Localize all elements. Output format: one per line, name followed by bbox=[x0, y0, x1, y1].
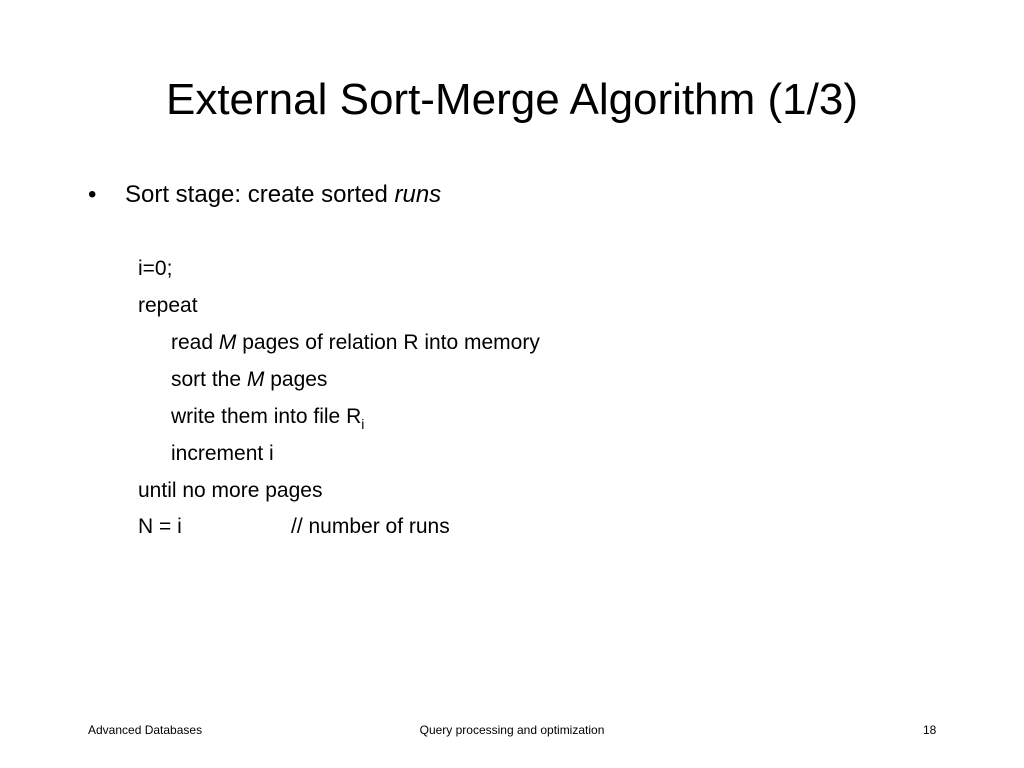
code-line-5-text: write them into file R bbox=[171, 405, 362, 428]
slide-title: External Sort-Merge Algorithm (1/3) bbox=[165, 75, 859, 124]
code-line-3 bbox=[171, 329, 540, 357]
code-line-3-var: M bbox=[218, 331, 237, 354]
code-line-4 bbox=[171, 366, 327, 394]
code-line-3-pre: read bbox=[171, 331, 219, 354]
code-line-4-var: M bbox=[246, 368, 265, 391]
code-line-3-post: pages of relation R into memory bbox=[236, 331, 540, 354]
bullet-item bbox=[88, 179, 441, 211]
bullet-marker: • bbox=[88, 181, 97, 208]
code-line-4-post: pages bbox=[264, 368, 328, 391]
code-comment: // number of runs bbox=[291, 515, 450, 538]
footer-page-number: 18 bbox=[923, 723, 937, 737]
code-line-5-subscript: i bbox=[361, 416, 365, 432]
code-line-4-pre: sort the bbox=[171, 368, 247, 391]
code-line-8: N = i bbox=[138, 515, 182, 538]
code-line-1: i=0; bbox=[138, 257, 173, 280]
footer-topic: Query processing and optimization bbox=[419, 723, 605, 737]
code-line-2: repeat bbox=[138, 294, 198, 317]
code-line-5 bbox=[171, 403, 364, 431]
bullet-emphasis: runs bbox=[394, 181, 442, 208]
bullet-text: Sort stage: create sorted bbox=[125, 181, 395, 208]
code-line-6: increment i bbox=[171, 442, 274, 465]
code-line-7: until no more pages bbox=[138, 479, 323, 502]
footer-course: Advanced Databases bbox=[88, 723, 203, 737]
